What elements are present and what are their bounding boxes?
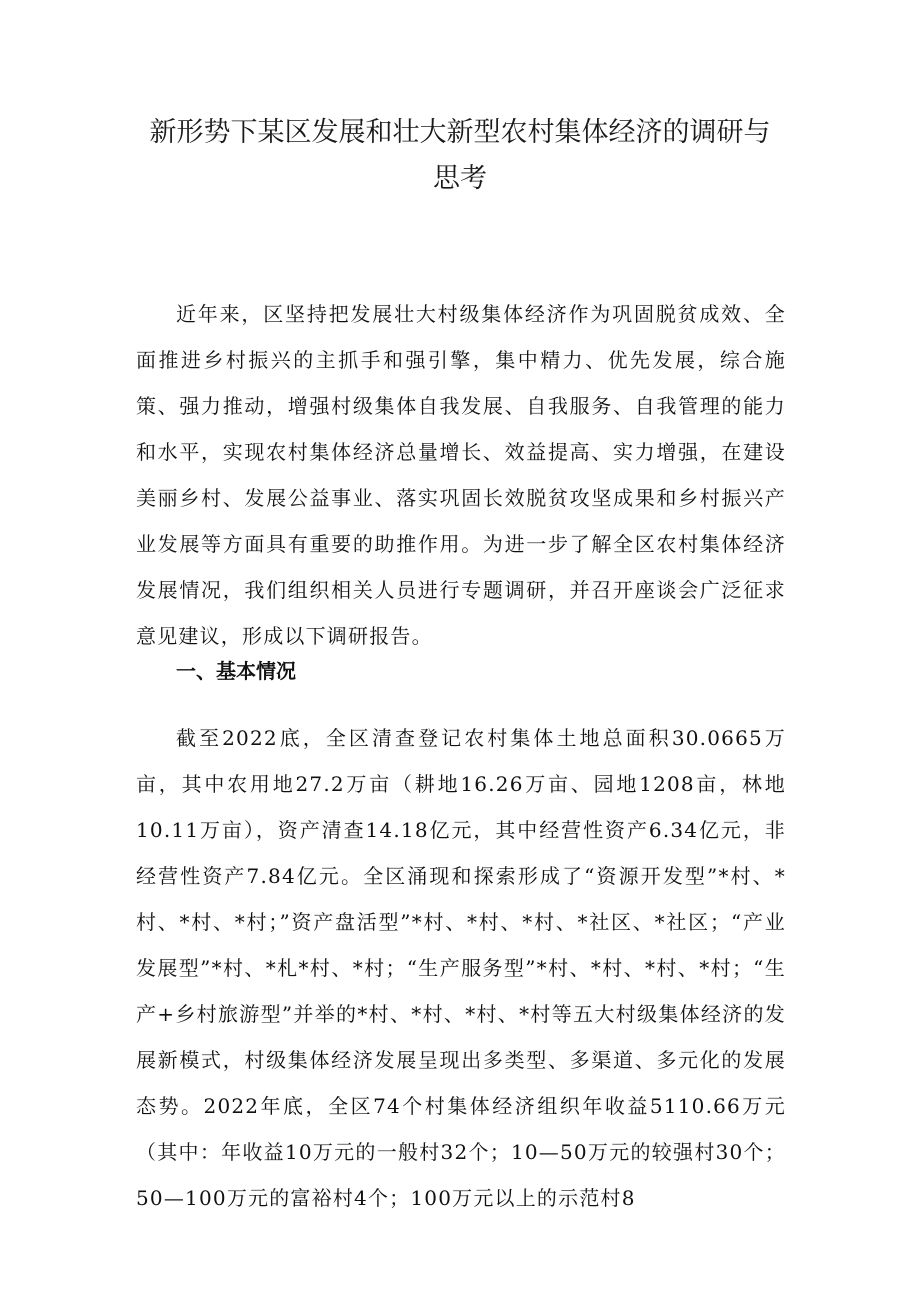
section-paragraph: 截至2022底，全区清查登记农村集体土地总面积30.0665万亩，其中农用地27.2万亩（耕地16.26万亩、园地1208亩，林地10.11万亩），资产清查14.18亿元，其中经营性资产6.34亿元，非经营性资产7.84亿元。全区涌现和探索形成了“资源开发型”*村、*村、*村、*村；”资产盘活型”*村、*村、*村、*社区、*社区；“产业发展型”*村、*札*村、*村；“生产服务型”*村、*村、*村、*村；“生产+乡村旅游型”并举的*村、*村、*村、*村等五大村级集体经济的发展新模式，村级集体经济发展呈现出多类型、多渠道、多元化的发展态势。2022年底，全区74个村集体经济组织年收益5110.66万元（其中：年收益10万元的一般村32个；10—50万元的较强村30个；50—100万元的富裕村4个；100万元以上的示范村8 [136, 726, 786, 1210]
intro-paragraph: 近年来，区坚持把发展壮大村级集体经济作为巩固脱贫成效、全面推进乡村振兴的主抓手和强引擎，集中精力、优先发展，综合施策、强力推动，增强村级集体自我发展、自我服务、自我管理的能力和水平，实现农村集体经济总量增长、效益提高、实力增强，在建设美丽乡村、发展公益事业、落实巩固长效脱贫攻坚成果和乡村振兴产业发展等方面具有重要的助推作用。为进一步了解全区农村集体经济发展情况，我们组织相关人员进行专题调研，并召开座谈会广泛征求意见建议，形成以下调研报告。 [136, 302, 786, 648]
document-title: 新形势下某区发展和壮大新型农村集体经济的调研与思考 [149, 117, 771, 194]
section-heading: 一、基本情况 [176, 659, 296, 683]
